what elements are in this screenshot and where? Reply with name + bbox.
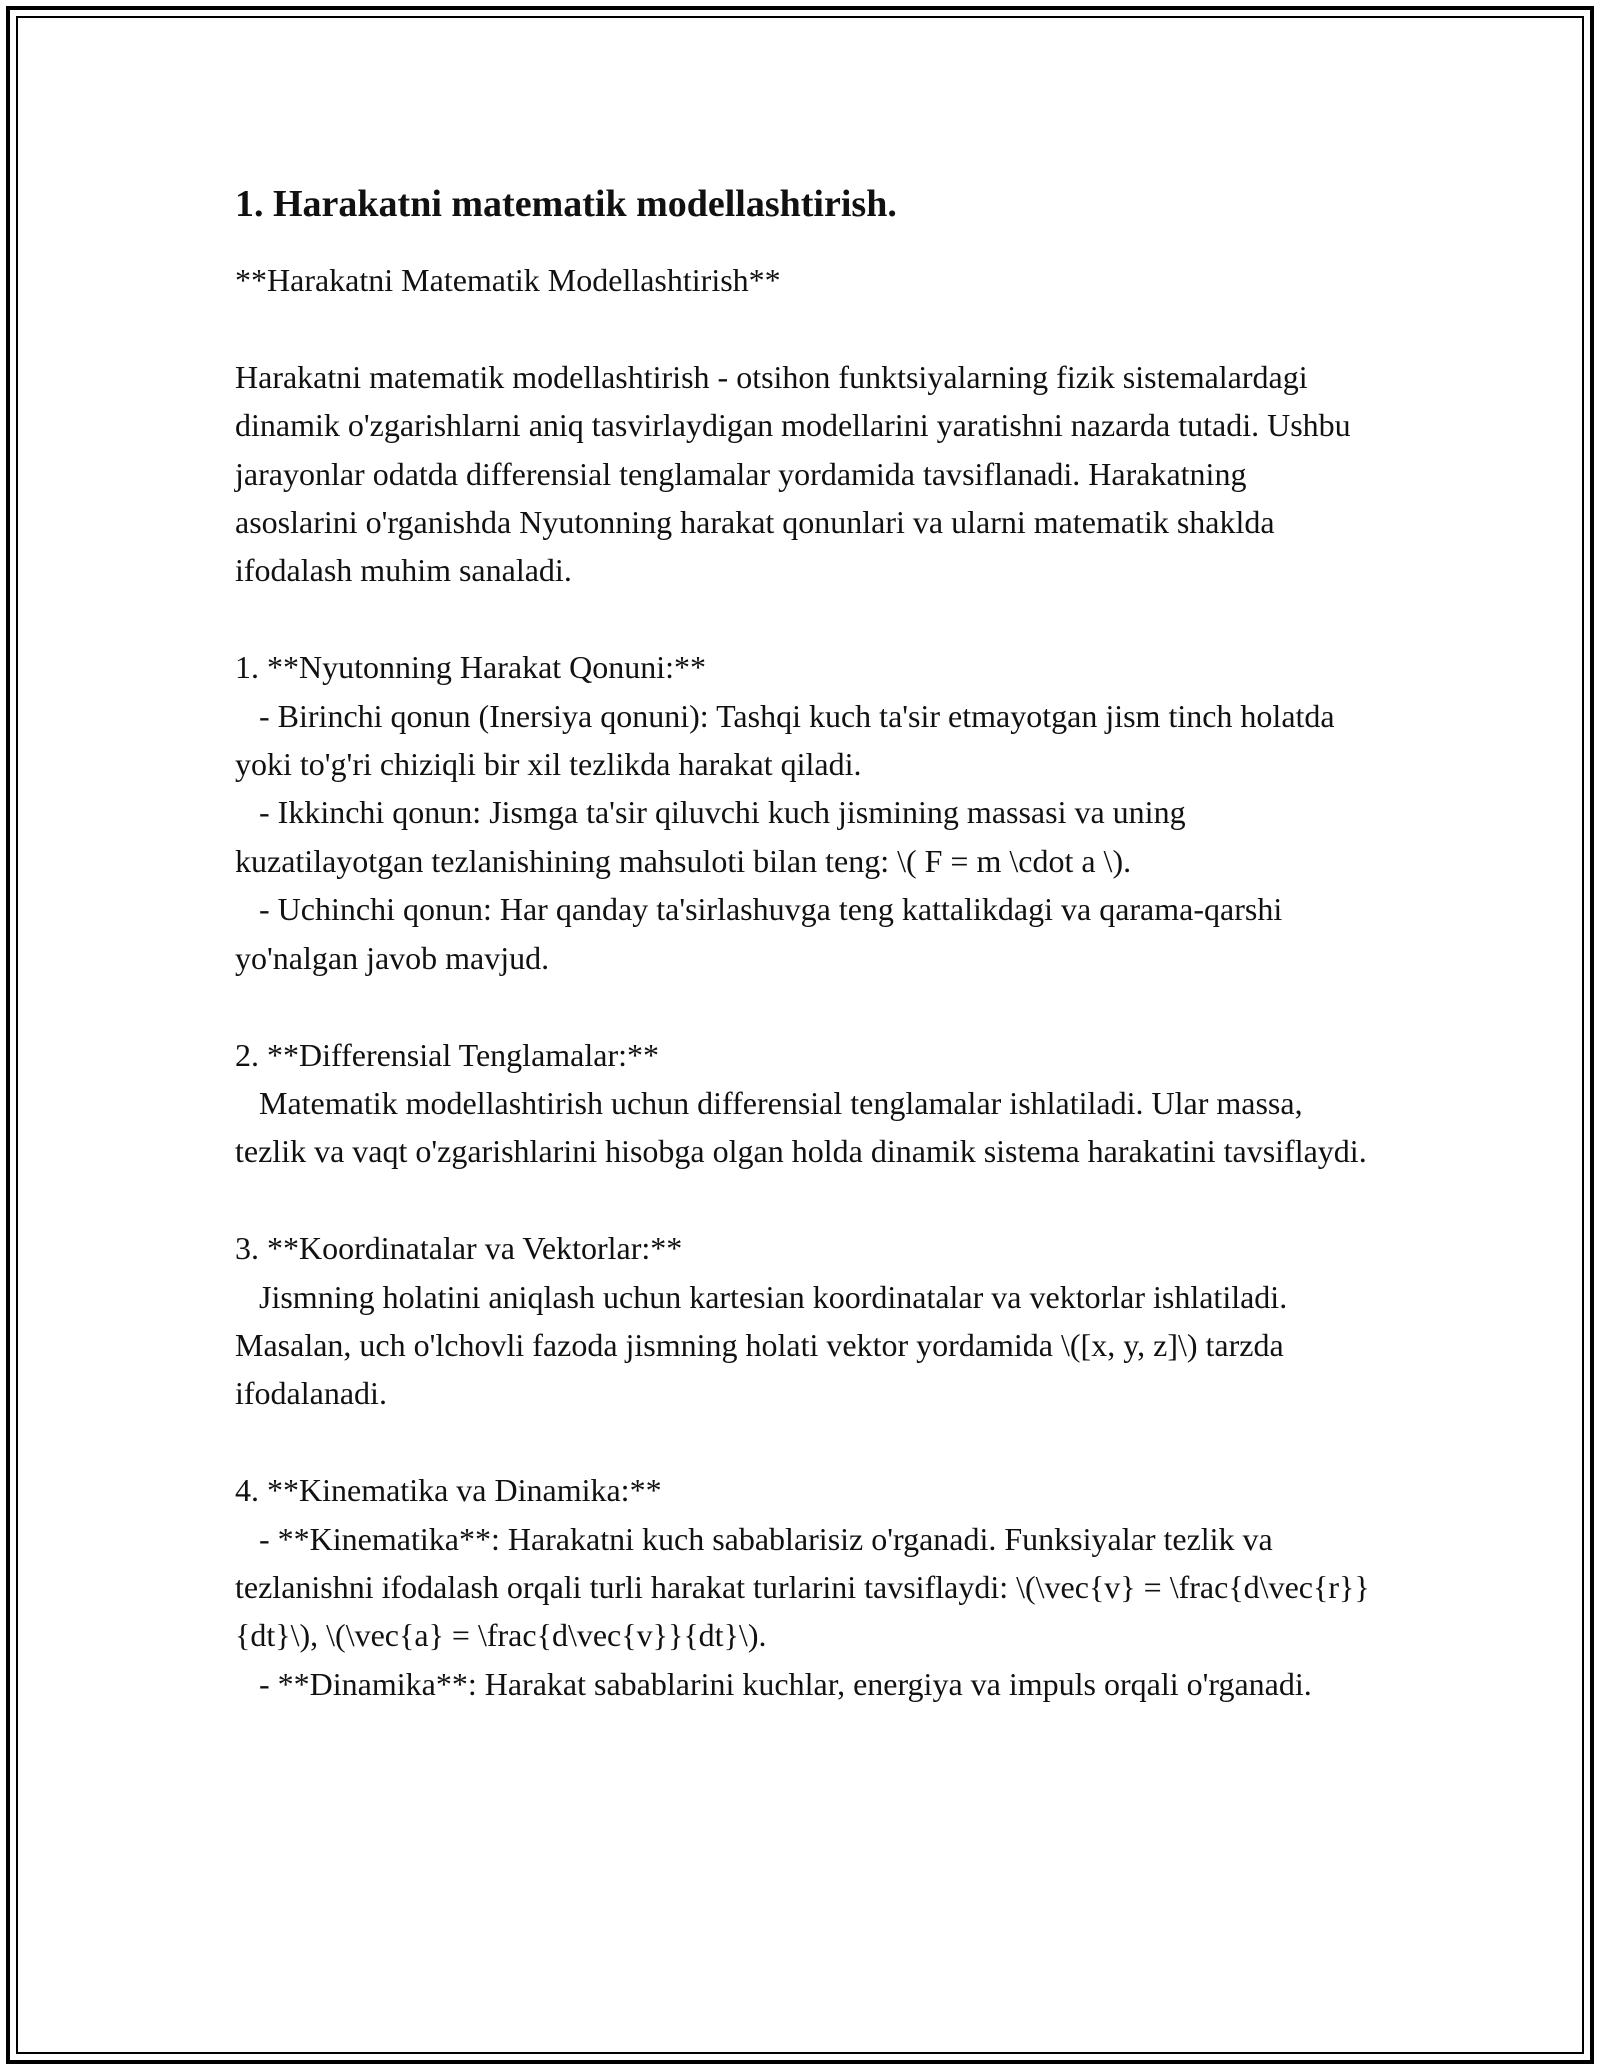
document-content (235, 178, 1375, 1708)
section-2-title: 2. **Differensial Tenglamalar:** (235, 1036, 659, 1073)
section-4-item-1: - **Kinematika**: Harakatni kuch sabablarisiz o'rganadi. Funksiyalar tezlik va tezlanishni ifodalash orqali turli harakat turlarini tavsiflaydi: \(\vec{v} = \frac{d\vec{r}}{dt}\), \(\vec{a} = \frac{d\vec{v}}{dt}\). (235, 1520, 1370, 1654)
section-1-item-1: - Birinchi qonun (Inersiya qonuni): Tashqi kuch ta'sir etmayotgan jism tinch holatda yoki to'g'ri chiziqli bir xil tezlikda harakat qiladi. (235, 697, 1343, 783)
section-1-item-3: - Uchinchi qonun: Har qanday ta'sirlashuvga teng kattalikdagi va qarama-qarshi yo'nalgan javob mavjud. (235, 891, 1291, 976)
section-4-title: 4. **Kinematika va Dinamika:** (235, 1472, 662, 1509)
section-3-text: Jismning holatini aniqlash uchun kartesian koordinatalar va vektorlar ishlatiladi. Masalan, uch o'lchovli fazoda jismning holati vektor yordamida \([x, y, z]\) tarzda ifodalanadi. (235, 1278, 1296, 1412)
document-body (235, 256, 1375, 1708)
subtitle: **Harakatni Matematik Modellashtirish** (235, 262, 781, 298)
intro-paragraph: Harakatni matematik modellashtirish - otsihon funktsiyalarning fizik sistemalardagi dinamik o'zgarishlarni aniq tasvirlaydigan modellarini yaratishni nazarda tutadi. Ushbu jarayonlar odatda differensial tenglamalar yordamida tavsiflanadi. Harakatning asoslarini o'rganishda Nyutonning harakat qonunlari va ularni matematik shaklda ifodalash muhim sanaladi. (235, 358, 1359, 589)
section-3-title: 3. **Koordinatalar va Vektorlar:** (235, 1230, 683, 1267)
section-1-title: 1. **Nyutonning Harakat Qonuni:** (235, 649, 707, 686)
section-4-item-2: - **Dinamika**: Harakat sabablarini kuchlar, energiya va impuls orqali o'rganadi. (235, 1665, 1312, 1702)
section-1-item-2: - Ikkinchi qonun: Jismga ta'sir qiluvchi kuch jismining massasi va uning kuzatilayotgan tezlanishining mahsuloti bilan teng: \( F = m \cdot a \). (235, 794, 1194, 879)
document-heading: 1. Harakatni matematik modellashtirish. (235, 183, 897, 225)
section-2-text: Matematik modellashtirish uchun differensial tenglamalar ishlatiladi. Ular massa, tezlik va vaqt o'zgarishlarini hisobga olgan holda dinamik sistema harakatini tavsiflaydi. (235, 1084, 1367, 1170)
